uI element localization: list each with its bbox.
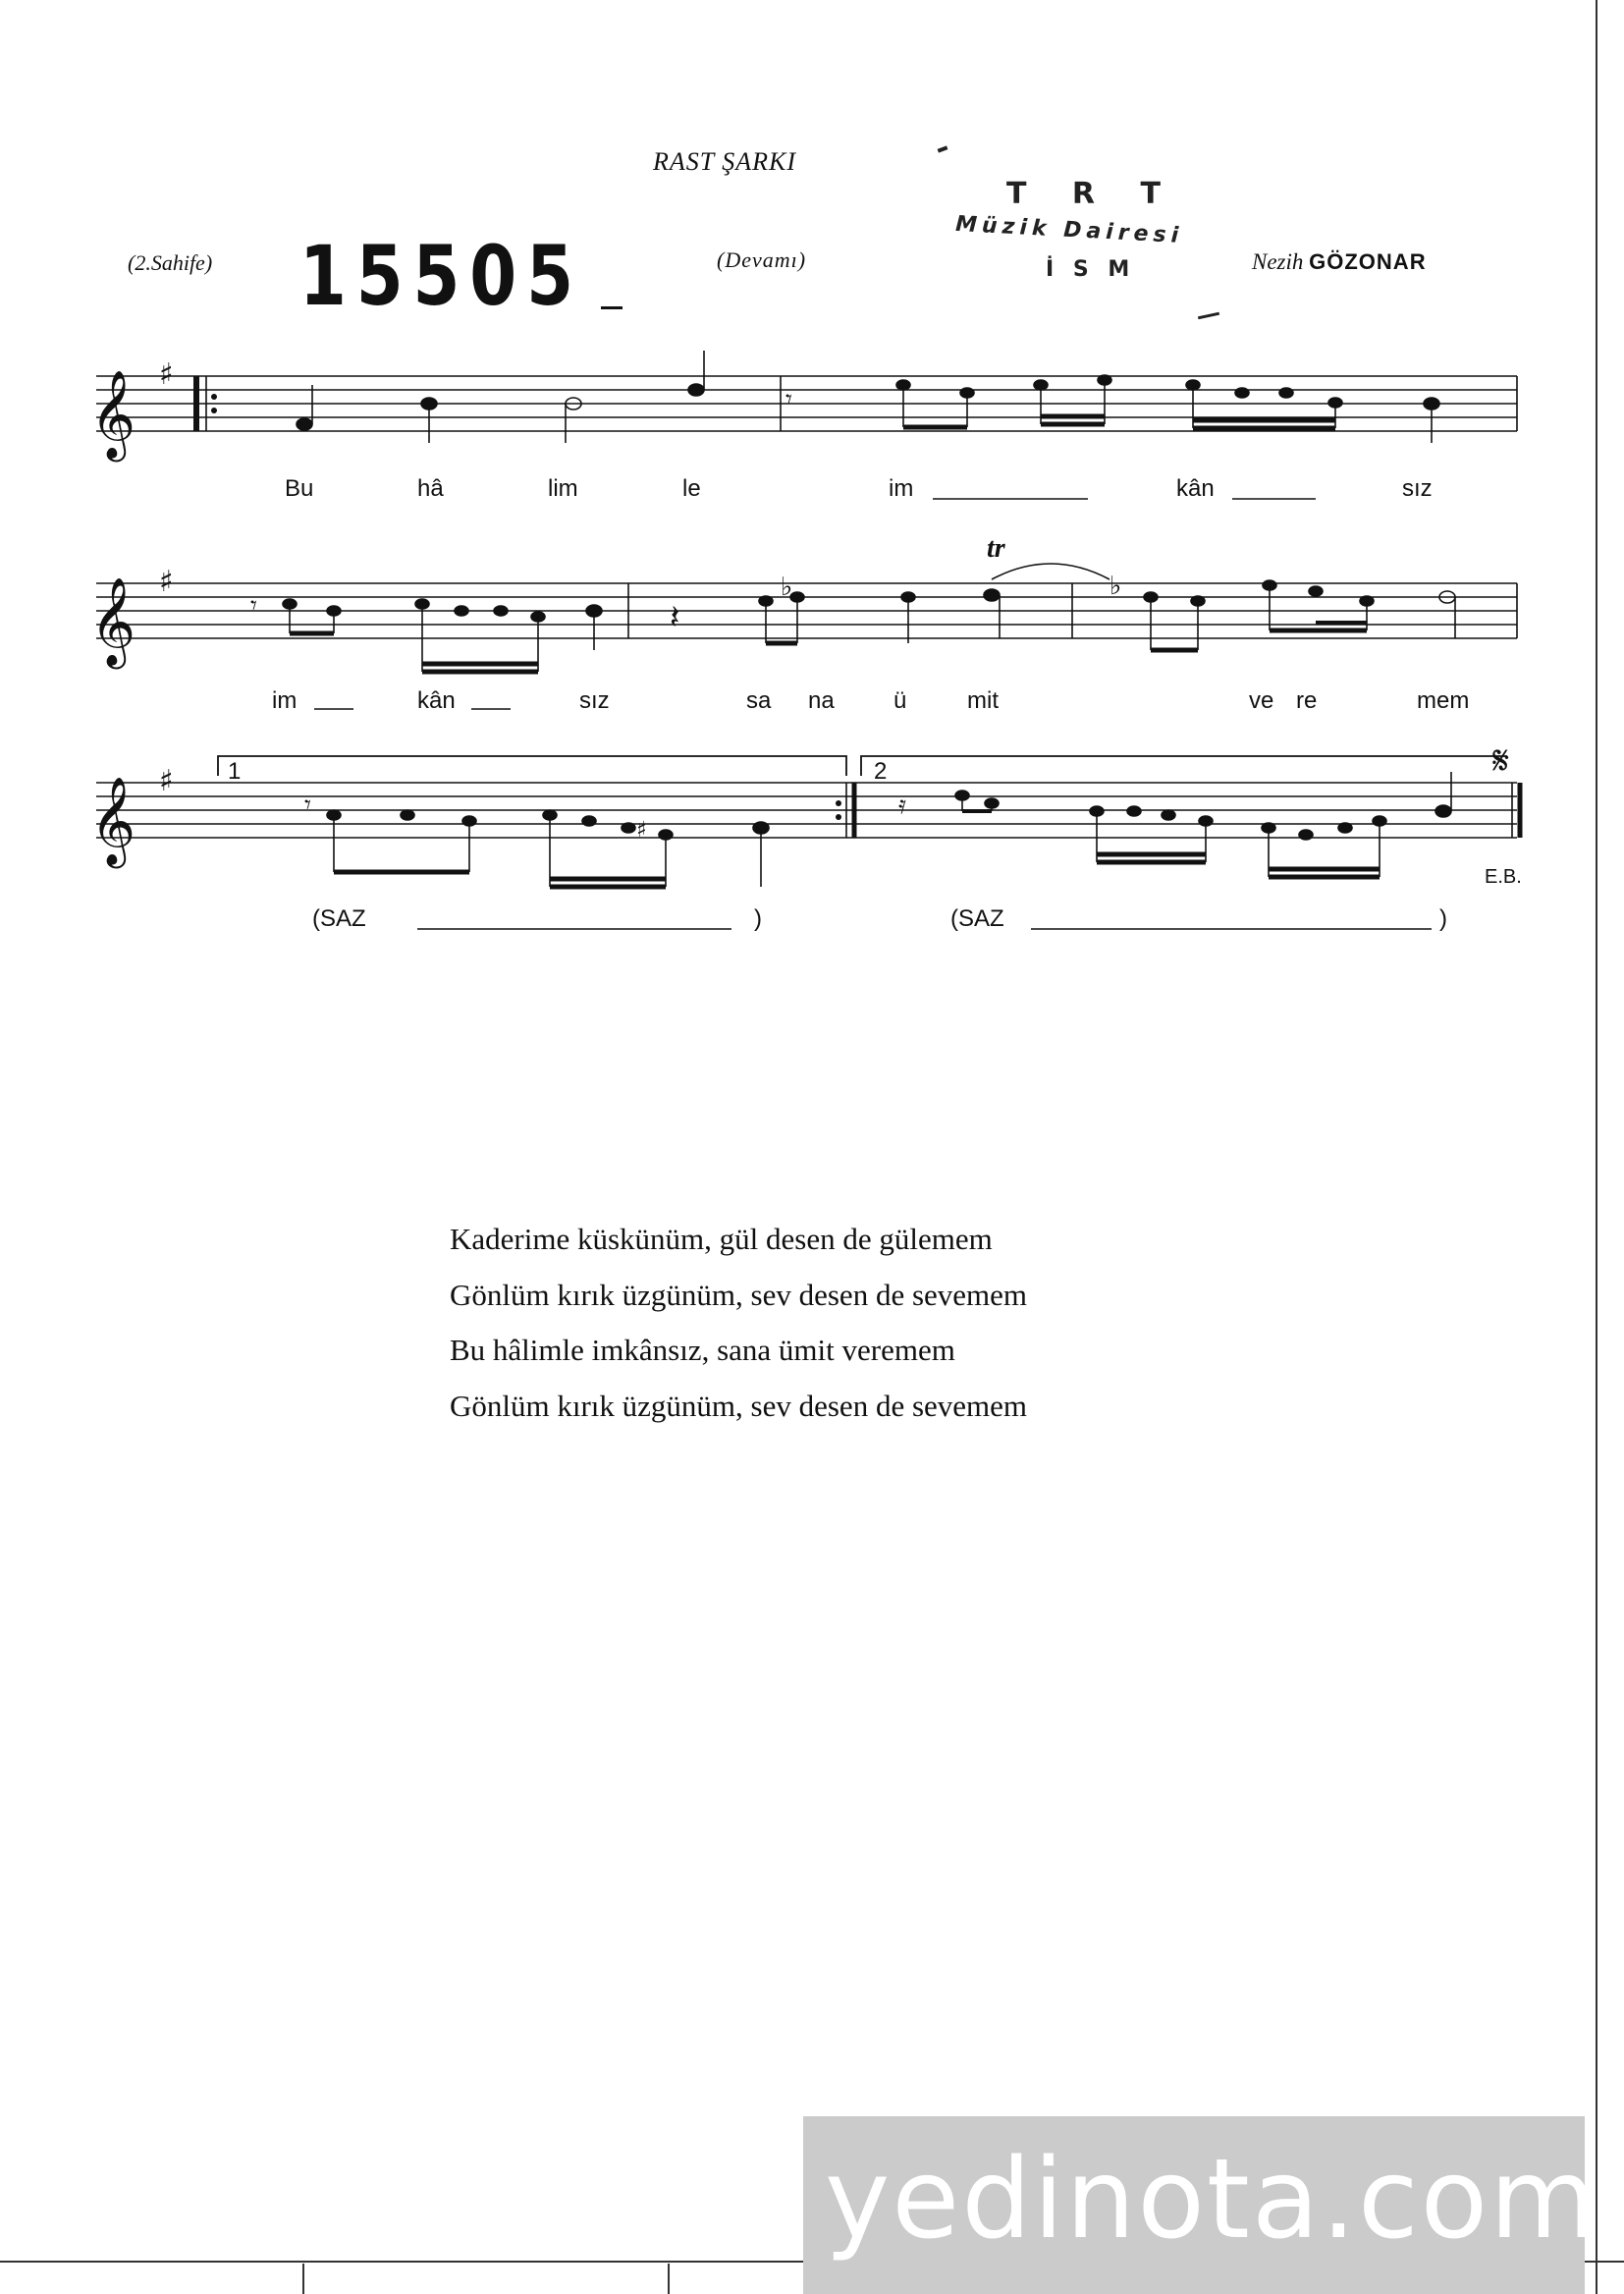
lyric-syllable: le [682,475,701,502]
treble-clef: 𝄞 [90,777,136,865]
notes-staff-3 [327,772,1451,887]
svg-text:𝄽: 𝄽 [670,598,680,637]
lyric-syllable: sız [579,687,610,714]
lyric-syllable: kân [1176,475,1215,502]
engraver-initials: E.B. [1485,866,1522,888]
notes-staff-2 [283,580,1455,672]
lyric-syllable: sız [1402,475,1433,502]
page-border [302,2264,304,2294]
ending-2-label: 2 [874,758,888,785]
svg-text:𝄾: 𝄾 [785,385,792,414]
verse-line: Gönlüm kırık üzgünüm, sev desen de sevemem [450,1277,1028,1312]
song-title: RAST ŞARKI [653,147,797,176]
saz-label-1: (SAZ [312,905,366,932]
treble-clef: 𝄞 [90,577,136,666]
watermark-text: yedinota.com [825,2136,1599,2264]
lyrics-text [450,1212,1027,1434]
segno-sign: 𝄋 [1492,738,1510,784]
lyric-syllable: re [1296,687,1318,714]
clefs [90,357,174,869]
svg-text:♭: ♭ [781,573,793,602]
lyric-syllable: ve [1249,687,1274,714]
lyric-syllable: sa [746,687,772,714]
slur [992,564,1110,579]
key-sharp: ♯ [159,565,174,599]
svg-text:𝄿: 𝄿 [898,791,906,820]
verse-line: Kaderime küskünüm, gül desen de gülemem [450,1222,993,1256]
treble-clef: 𝄞 [90,370,136,459]
music-score [0,0,1624,982]
stamp-line2: Müzik Dairesi [954,211,1184,249]
key-sharp: ♯ [159,357,174,392]
lyric-syllable: na [808,687,835,714]
volta-brackets [218,756,1507,776]
svg-text:𝄾: 𝄾 [250,591,257,621]
continued-label: (Devamı) [717,247,807,272]
key-sharp: ♯ [159,764,174,798]
lyric-syllable: lim [548,475,578,502]
lyric-syllable: mem [1417,687,1470,714]
page-label: (2.Sahife) [128,250,213,275]
composer-prefix: Nezih [1252,249,1304,274]
barlines [196,376,1520,838]
trill-mark: tr [987,533,1005,564]
saz-close-1: ) [754,905,762,932]
rests [250,385,1121,843]
verse-line: Gönlüm kırık üzgünüm, sev desen de sevemem [450,1388,1028,1423]
svg-text:𝄾: 𝄾 [304,791,311,820]
lyric-syllable: im [272,687,298,714]
lyric-syllable: mit [967,687,999,714]
stamp-line1: T R T [1006,177,1178,211]
page-border [668,2264,670,2294]
catalog-number: 15505 [299,228,583,324]
composer-name: GÖZONAR [1309,249,1427,274]
stamp-line3: İ S M [1046,257,1136,282]
svg-text:♯: ♯ [636,818,647,843]
page-border [1596,0,1597,2294]
lyric-syllable: hâ [417,475,444,502]
saz-close-2: ) [1439,905,1447,932]
notes-staff-1 [297,351,1439,443]
lyric-syllable: kân [417,687,456,714]
lyric-syllable: im [889,475,914,502]
ending-1-label: 1 [228,758,242,785]
saz-label-2: (SAZ [950,905,1004,932]
lyric-syllable: Bu [285,475,314,502]
lyric-syllable: ü [893,687,907,714]
verse-line: Bu hâlimle imkânsız, sana ümit veremem [450,1333,955,1367]
watermark [803,2116,1599,2294]
svg-text:♭: ♭ [1110,572,1122,601]
